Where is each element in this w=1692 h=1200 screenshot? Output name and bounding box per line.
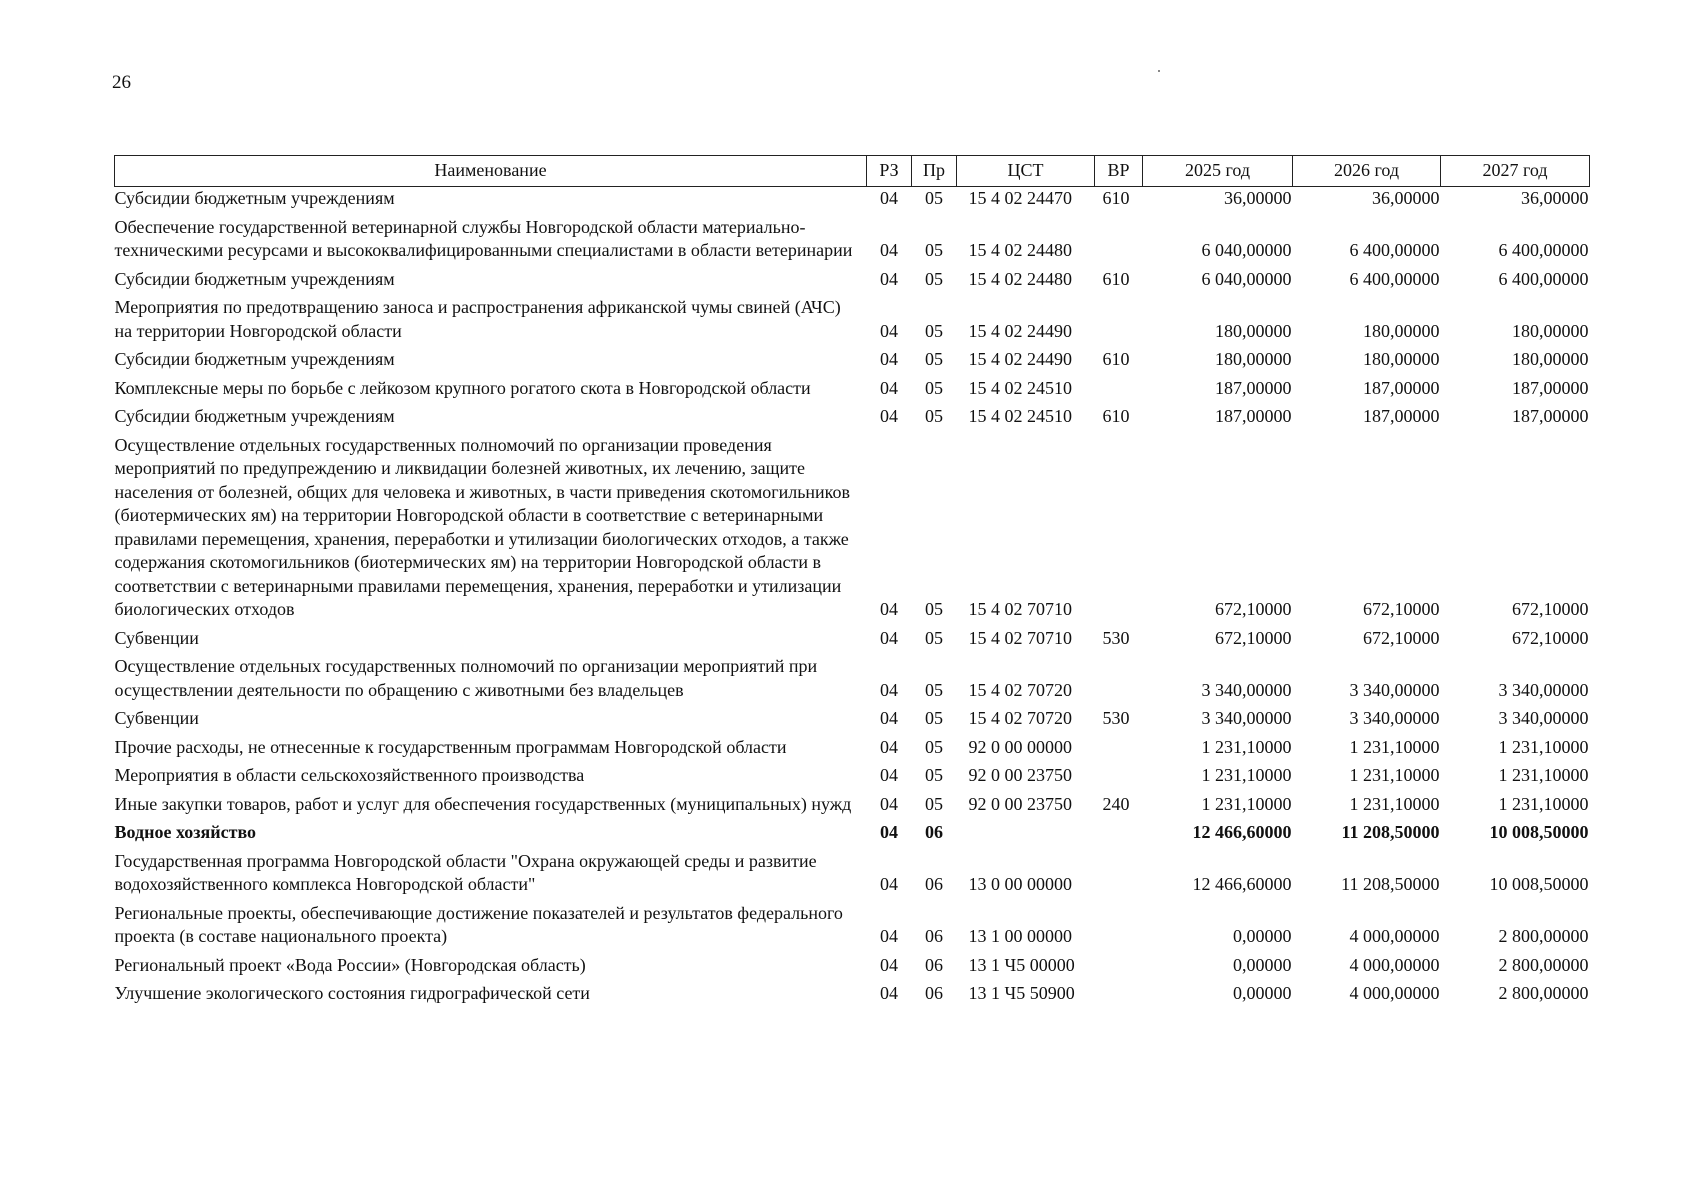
cell-vr [1095, 216, 1143, 268]
cell-2025: 672,10000 [1215, 599, 1292, 619]
cell-name: Субсидии бюджетным учреждениям [114, 406, 395, 426]
table-row [115, 707, 1590, 736]
cell-rz: 04 [880, 793, 898, 814]
cell-cst: 15 4 02 24480 [968, 268, 1072, 289]
cell-2025: 187,00000 [1215, 406, 1292, 426]
table-row [115, 793, 1590, 822]
cell-pr: 05 [925, 349, 943, 369]
cell-2027: 6 400,00000 [1498, 240, 1589, 260]
cell-rz: 04 [880, 188, 898, 208]
cell-2027: 2 800,00000 [1498, 926, 1589, 946]
table-row [115, 187, 1590, 216]
cell-vr: 530 [1102, 627, 1130, 648]
cell-2027: 3 340,00000 [1498, 708, 1589, 728]
cell-name: Мероприятия по предотвращению заноса и распространения африканской чумы свиней (АЧС) на территории Новгородской области [114, 297, 841, 341]
cell-vr [1095, 764, 1143, 793]
cell-vr: 240 [1102, 793, 1130, 814]
cell-2025: 6 040,00000 [1201, 268, 1292, 289]
cell-2026: 6 400,00000 [1349, 268, 1440, 289]
cell-cst: 15 4 02 24480 [968, 240, 1072, 260]
cell-2025: 1 231,10000 [1201, 793, 1292, 814]
cell-cst [957, 821, 1095, 850]
table-row [115, 405, 1590, 434]
table-row [115, 954, 1590, 983]
table-row [115, 736, 1590, 765]
cell-rz: 04 [880, 349, 898, 369]
cell-2025: 1 231,10000 [1201, 736, 1292, 757]
cell-2025: 1 231,10000 [1201, 765, 1292, 785]
budget-table [114, 155, 1590, 1011]
cell-name: Комплексные меры по борьбе с лейкозом крупного рогатого скота в Новгородской области [114, 377, 811, 398]
cell-vr [1095, 902, 1143, 954]
cell-cst: 15 4 02 70720 [968, 679, 1072, 700]
cell-rz: 04 [880, 627, 898, 648]
cell-2027: 36,00000 [1521, 188, 1589, 208]
cell-pr: 05 [925, 320, 943, 341]
cell-pr: 06 [925, 822, 943, 842]
cell-2026: 1 231,10000 [1349, 765, 1440, 785]
cell-cst: 92 0 00 23750 [968, 793, 1072, 814]
cell-name: Прочие расходы, не отнесенные к государственным программам Новгородской области [114, 736, 787, 757]
cell-2025: 36,00000 [1224, 188, 1292, 208]
cell-rz: 04 [880, 240, 898, 260]
cell-pr: 05 [925, 708, 943, 728]
cell-cst: 92 0 00 00000 [968, 736, 1072, 757]
cell-cst: 15 4 02 24490 [968, 349, 1072, 369]
cell-2025: 0,00000 [1233, 983, 1292, 1003]
table-row [115, 377, 1590, 406]
cell-2027: 672,10000 [1512, 627, 1589, 648]
cell-2026: 3 340,00000 [1349, 708, 1440, 728]
cell-2026: 4 000,00000 [1349, 954, 1440, 975]
cell-cst: 15 4 02 24490 [968, 320, 1072, 341]
cell-rz: 04 [880, 377, 898, 398]
table-row [115, 348, 1590, 377]
cell-name: Субсидии бюджетным учреждениям [114, 268, 395, 289]
cell-pr: 06 [925, 954, 943, 975]
cell-vr [1095, 821, 1143, 850]
cell-cst: 13 1 Ч5 00000 [968, 954, 1075, 975]
cell-2025: 12 466,60000 [1192, 822, 1292, 842]
cell-vr: 610 [1102, 268, 1130, 289]
cell-2026: 4 000,00000 [1349, 926, 1440, 946]
cell-pr: 05 [925, 599, 943, 619]
cell-name: Иные закупки товаров, работ и услуг для обеспечения государственных (муниципальных) нужд [114, 793, 852, 814]
cell-name: Региональный проект «Вода России» (Новгородская область) [114, 954, 586, 975]
cell-cst: 15 4 02 70710 [968, 627, 1072, 648]
cell-name: Субсидии бюджетным учреждениям [114, 349, 395, 369]
cell-2026: 672,10000 [1363, 599, 1440, 619]
cell-name: Улучшение экологического состояния гидрографической сети [114, 983, 590, 1003]
cell-2026: 11 208,50000 [1341, 874, 1440, 894]
cell-2025: 672,10000 [1215, 627, 1292, 648]
cell-vr [1095, 954, 1143, 983]
cell-cst: 13 0 00 00000 [968, 874, 1072, 894]
cell-pr: 05 [925, 240, 943, 260]
cell-2025: 180,00000 [1215, 349, 1292, 369]
cell-name: Мероприятия в области сельскохозяйственного производства [114, 765, 585, 785]
cell-cst: 15 4 02 70710 [968, 599, 1072, 619]
header-pr: Пр [912, 156, 957, 187]
cell-rz: 04 [880, 765, 898, 785]
table-row [115, 655, 1590, 707]
cell-name: Обеспечение государственной ветеринарной службы Новгородской области материально-техническими ресурсами и высококвалифицированными специалистами в области ветеринарии [114, 216, 853, 260]
cell-pr: 05 [925, 377, 943, 398]
cell-2026: 1 231,10000 [1349, 793, 1440, 814]
cell-rz: 04 [880, 983, 898, 1003]
table-row [115, 764, 1590, 793]
cell-pr: 06 [925, 926, 943, 946]
cell-rz: 04 [880, 406, 898, 426]
cell-name: Осуществление отдельных государственных полномочий по организации мероприятий при осуществлении деятельности по обращению с животными без владельцев [114, 656, 818, 700]
cell-pr: 05 [925, 627, 943, 648]
cell-name: Государственная программа Новгородской области "Охрана окружающей среды и развитие водохозяйственного комплекса Новгородской области" [114, 850, 817, 894]
cell-pr: 05 [925, 188, 943, 208]
table-row [115, 434, 1590, 627]
header-name: Наименование [115, 156, 867, 187]
cell-2025: 3 340,00000 [1201, 679, 1292, 700]
cell-name: Водное хозяйство [114, 822, 257, 842]
cell-2027: 10 008,50000 [1489, 874, 1589, 894]
cell-vr [1095, 850, 1143, 902]
scan-speck [1158, 70, 1160, 72]
cell-cst: 13 1 00 00000 [968, 926, 1072, 946]
cell-vr [1095, 982, 1143, 1011]
cell-2027: 187,00000 [1512, 406, 1589, 426]
header-2027: 2027 год [1441, 156, 1590, 187]
cell-rz: 04 [880, 822, 898, 842]
cell-pr: 05 [925, 679, 943, 700]
header-2026: 2026 год [1293, 156, 1441, 187]
cell-2027: 2 800,00000 [1498, 954, 1589, 975]
cell-rz: 04 [880, 320, 898, 341]
cell-2026: 6 400,00000 [1349, 240, 1440, 260]
cell-2027: 6 400,00000 [1498, 268, 1589, 289]
cell-2025: 180,00000 [1215, 320, 1292, 341]
cell-vr [1095, 296, 1143, 348]
table-row [115, 216, 1590, 268]
cell-vr: 530 [1102, 708, 1130, 728]
table-row [115, 296, 1590, 348]
cell-2027: 1 231,10000 [1498, 736, 1589, 757]
cell-2027: 1 231,10000 [1498, 765, 1589, 785]
header-vr: ВР [1095, 156, 1143, 187]
cell-rz: 04 [880, 874, 898, 894]
cell-vr [1095, 377, 1143, 406]
cell-cst: 92 0 00 23750 [968, 765, 1072, 785]
header-rz: РЗ [867, 156, 912, 187]
cell-pr: 06 [925, 874, 943, 894]
cell-rz: 04 [880, 679, 898, 700]
cell-vr [1095, 736, 1143, 765]
cell-2025: 6 040,00000 [1201, 240, 1292, 260]
cell-2027: 2 800,00000 [1498, 983, 1589, 1003]
cell-rz: 04 [880, 708, 898, 728]
cell-2026: 36,00000 [1372, 188, 1440, 208]
cell-name: Субсидии бюджетным учреждениям [114, 188, 395, 208]
cell-2025: 0,00000 [1233, 926, 1292, 946]
cell-vr [1095, 655, 1143, 707]
cell-2026: 1 231,10000 [1349, 736, 1440, 757]
cell-2025: 3 340,00000 [1201, 708, 1292, 728]
cell-2026: 180,00000 [1363, 320, 1440, 341]
cell-name: Осуществление отдельных государственных полномочий по организации проведения мероприятий по предупреждению и ликвидации болезней животных, их лечению, защите населения от болезней, общих для человека и животных, в части приведения скотомогильников (биотермических ям) на территории Новгородской области в соответствие с ветеринарными правилами перемещения, хранения, переработки и утилизации биологических отходов, а также содержания скотомогильников (биотермических ям) на территории Новгородской области в соответствии с ветеринарными правилами перемещения, хранения, переработки и утилизации биологических отходов [114, 434, 851, 619]
cell-2026: 672,10000 [1363, 627, 1440, 648]
cell-cst: 15 4 02 24470 [968, 188, 1072, 208]
cell-2027: 187,00000 [1512, 377, 1589, 398]
cell-2025: 12 466,60000 [1192, 874, 1292, 894]
table-row [115, 268, 1590, 297]
cell-rz: 04 [880, 954, 898, 975]
table-header [115, 156, 1590, 187]
table-row [115, 627, 1590, 656]
cell-vr: 610 [1102, 349, 1130, 369]
cell-2026: 3 340,00000 [1349, 679, 1440, 700]
cell-2026: 187,00000 [1363, 406, 1440, 426]
cell-2027: 672,10000 [1512, 599, 1589, 619]
table-body [115, 187, 1590, 1011]
cell-2026: 4 000,00000 [1349, 983, 1440, 1003]
cell-pr: 05 [925, 765, 943, 785]
cell-name: Субвенции [114, 627, 199, 648]
table-row [115, 850, 1590, 902]
page-number: 26 [112, 72, 131, 93]
table-row [115, 982, 1590, 1011]
cell-cst: 15 4 02 24510 [968, 377, 1072, 398]
cell-name: Региональные проекты, обеспечивающие достижение показателей и результатов федерального проекта (в составе национального проекта) [114, 902, 843, 946]
cell-2025: 0,00000 [1233, 954, 1292, 975]
cell-pr: 05 [925, 793, 943, 814]
cell-2026: 187,00000 [1363, 377, 1440, 398]
cell-pr: 05 [925, 268, 943, 289]
cell-2027: 180,00000 [1512, 349, 1589, 369]
cell-rz: 04 [880, 599, 898, 619]
cell-rz: 04 [880, 268, 898, 289]
cell-2027: 10 008,50000 [1489, 822, 1589, 842]
cell-2027: 1 231,10000 [1498, 793, 1589, 814]
cell-pr: 06 [925, 983, 943, 1003]
cell-2027: 3 340,00000 [1498, 679, 1589, 700]
cell-2027: 180,00000 [1512, 320, 1589, 341]
cell-pr: 05 [925, 736, 943, 757]
cell-vr: 610 [1102, 406, 1130, 426]
cell-2026: 180,00000 [1363, 349, 1440, 369]
cell-cst: 15 4 02 24510 [968, 406, 1072, 426]
cell-name: Субвенции [114, 708, 199, 728]
table-row [115, 821, 1590, 850]
header-row [115, 156, 1590, 187]
cell-vr: 610 [1102, 188, 1130, 208]
cell-rz: 04 [880, 926, 898, 946]
cell-rz: 04 [880, 736, 898, 757]
cell-cst: 13 1 Ч5 50900 [968, 983, 1075, 1003]
cell-pr: 05 [925, 406, 943, 426]
cell-2025: 187,00000 [1215, 377, 1292, 398]
cell-2026: 11 208,50000 [1341, 822, 1440, 842]
header-cst: ЦСТ [957, 156, 1095, 187]
cell-cst: 15 4 02 70720 [968, 708, 1072, 728]
cell-vr [1095, 434, 1143, 627]
header-2025: 2025 год [1143, 156, 1293, 187]
table-row [115, 902, 1590, 954]
